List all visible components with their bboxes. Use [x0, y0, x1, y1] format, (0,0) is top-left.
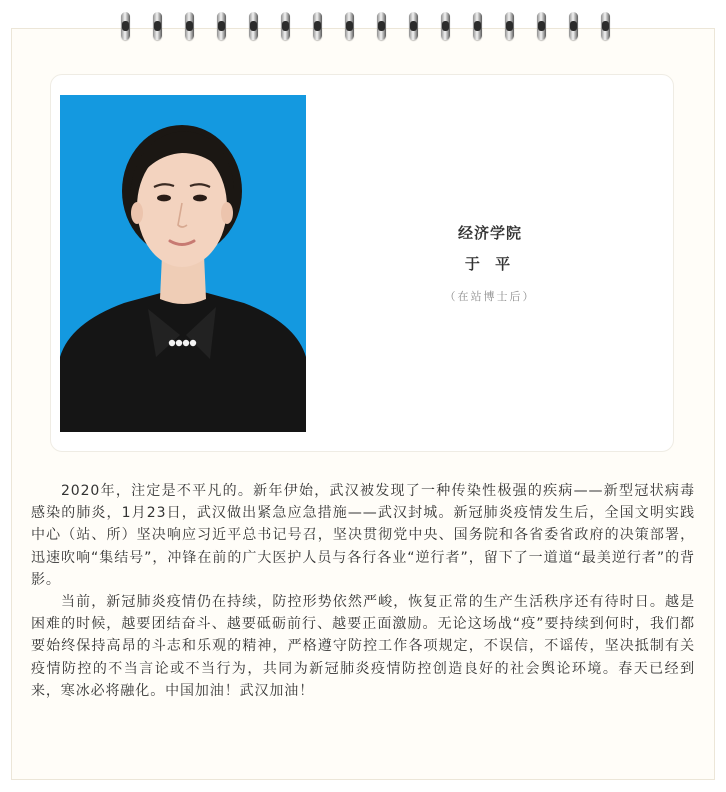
profile-info — [400, 218, 580, 304]
binder-ring — [121, 12, 130, 40]
binder-ring — [601, 12, 610, 40]
binder-ring — [217, 12, 226, 40]
binder-ring — [569, 12, 578, 40]
binder-ring — [345, 12, 354, 40]
binder-ring — [153, 12, 162, 40]
binder-ring — [377, 12, 386, 40]
binder-ring — [249, 12, 258, 40]
binder-ring — [409, 12, 418, 40]
person-role: （在站博士后） — [444, 290, 536, 303]
binder-ring — [441, 12, 450, 40]
binder-ring — [473, 12, 482, 40]
binder-ring — [505, 12, 514, 40]
binder-ring — [185, 12, 194, 40]
department-name: 经济学院 — [457, 224, 522, 242]
binder-rings — [0, 12, 726, 42]
article-body — [31, 480, 695, 702]
portrait-illustration — [60, 95, 306, 432]
article-paragraph: 2020年，注定是不平凡的。新年伊始，武汉被发现了一种传染性极强的疾病——新型冠状病毒感染的肺炎，1月23日，武汉做出紧急应急措施——武汉封城。新冠肺炎疫情发生后，全国文明实践中心（站、所）坚决响应习近平总书记号召，坚决贯彻党中央、国务院和各省委省政府的决策部署，迅速吹响“集结号”，冲锋在前的广大医护人员与各行各业“逆行者”，留下了一道道“最美逆行者”的背影。 — [31, 483, 695, 588]
portrait-photo — [60, 95, 306, 432]
binder-ring — [313, 12, 322, 40]
binder-ring — [537, 12, 546, 40]
binder-ring — [281, 12, 290, 40]
article-paragraph: 当前，新冠肺炎疫情仍在持续，防控形势依然严峻，恢复正常的生产生活秩序还有待时日。越是困难的时候，越要团结奋斗、越要砥砺前行、越要正面激励。无论这场战“疫”要持续到何时，我们都要始终保持高昂的斗志和乐观的精神，严格遵守防控工作各项规定，不误信，不谣传，坚决抵制有关疫情防控的不当言论或不当行为，共同为新冠肺炎疫情防控创造良好的社会舆论环境。春天已经到来，寒冰必将融化。中国加油！武汉加油！ — [31, 594, 695, 699]
person-name: 于 平 — [464, 255, 516, 273]
